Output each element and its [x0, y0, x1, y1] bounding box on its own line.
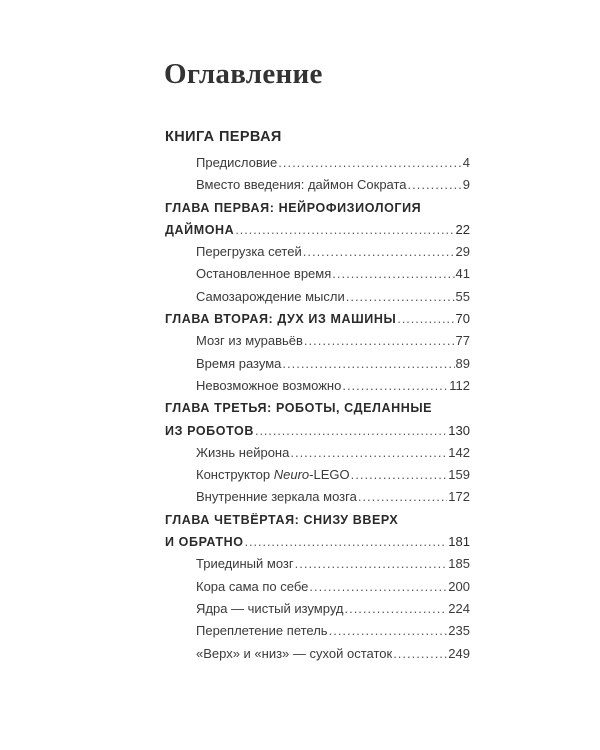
leader-dots	[235, 219, 454, 241]
toc-entry[interactable]: Перегрузка сетей ..... 29	[165, 241, 470, 263]
leader-dots	[255, 420, 447, 442]
chapter-heading[interactable]: ГЛАВА ПЕРВАЯ: НЕЙРОФИЗИОЛОГИЯ	[165, 200, 422, 215]
toc-entry[interactable]: Вместо введения: даймон Сократа ..... 9	[165, 174, 470, 196]
page-number: 112	[449, 377, 470, 393]
toc-entry[interactable]: Триединый мозг ..... 185	[165, 553, 470, 575]
leader-dots	[397, 308, 454, 330]
chapter-heading[interactable]: ГЛАВА ТРЕТЬЯ: РОБОТЫ, СДЕЛАННЫЕ	[165, 401, 433, 416]
toc-entry[interactable]: Предисловие ..... 4	[165, 152, 470, 174]
toc-entry[interactable]: Самозарождение мысли ..... 55	[165, 286, 470, 308]
leader-dots	[351, 464, 448, 486]
leader-dots	[332, 263, 454, 285]
leader-dots	[393, 643, 447, 665]
chapter-heading[interactable]: ГЛАВА ВТОРАЯ: ДУХ ИЗ МАШИНЫ ..... 70	[165, 308, 470, 330]
page-number: 200	[448, 578, 470, 594]
toc-entry[interactable]: Время разума ..... 89	[165, 353, 470, 375]
book-title: КНИГА ПЕРВАЯ	[165, 129, 282, 145]
table-of-contents	[165, 126, 470, 665]
toc-entry[interactable]: Невозможное возможно ..... 112	[165, 375, 470, 397]
book-heading	[165, 126, 470, 152]
page-number: 142	[448, 444, 470, 460]
page-number: 29	[455, 244, 470, 260]
page-number: 224	[448, 600, 470, 616]
leader-dots	[309, 576, 447, 598]
page-number: 4	[462, 155, 470, 170]
leader-dots	[303, 241, 455, 263]
page-number: 172	[448, 489, 470, 505]
leader-dots	[290, 442, 447, 464]
leader-dots	[408, 174, 462, 196]
chapter-heading-cont[interactable]: ДАЙМОНА ..... 22	[165, 219, 470, 241]
leader-dots	[342, 375, 448, 397]
page-number: 181	[448, 534, 470, 550]
toc-entry[interactable]: Кора сама по себе ..... 200	[165, 576, 470, 598]
page-number: 159	[448, 467, 470, 483]
page-number: 41	[455, 266, 470, 282]
leader-dots	[329, 620, 448, 642]
page-number: 70	[455, 311, 470, 327]
leader-dots	[346, 286, 455, 308]
leader-dots	[295, 553, 448, 575]
toc-entry[interactable]: Переплетение петель ..... 235	[165, 620, 470, 642]
leader-dots	[278, 152, 462, 174]
page-number: 22	[455, 221, 470, 237]
toc-entry[interactable]: Остановленное время ..... 41	[165, 263, 470, 285]
toc-entry[interactable]: Конструктор Neuro-LEGO ..... 159	[165, 464, 470, 486]
toc-entry[interactable]: Мозг из муравьёв ..... 77	[165, 330, 470, 352]
leader-dots	[282, 353, 454, 375]
leader-dots	[304, 330, 455, 352]
toc-entry[interactable]: Внутренние зеркала мозга ..... 172	[165, 486, 470, 508]
leader-dots	[344, 598, 447, 620]
page-number: 185	[448, 556, 470, 572]
chapter-heading[interactable]: ГЛАВА ЧЕТВЁРТАЯ: СНИЗУ ВВЕРХ	[165, 512, 399, 527]
toc-entry[interactable]: «Верх» и «низ» — сухой остаток ..... 249	[165, 643, 470, 665]
page-number: 130	[448, 422, 470, 438]
toc-entry[interactable]: Ядра — чистый изумруд ..... 224	[165, 598, 470, 620]
page-number: 9	[462, 177, 470, 193]
chapter-heading-cont[interactable]: ИЗ РОБОТОВ ..... 130	[165, 420, 470, 442]
page-number: 55	[455, 288, 470, 304]
page-number: 89	[455, 355, 470, 371]
leader-dots	[245, 531, 448, 553]
leader-dots	[358, 486, 447, 508]
page-number: 235	[448, 623, 470, 639]
chapter-heading-cont[interactable]: И ОБРАТНО ..... 181	[165, 531, 470, 553]
page-title: Оглавление	[164, 58, 323, 90]
page-number: 77	[455, 333, 470, 349]
toc-entry[interactable]: Жизнь нейрона ..... 142	[165, 442, 470, 464]
page-number: 249	[448, 645, 470, 661]
